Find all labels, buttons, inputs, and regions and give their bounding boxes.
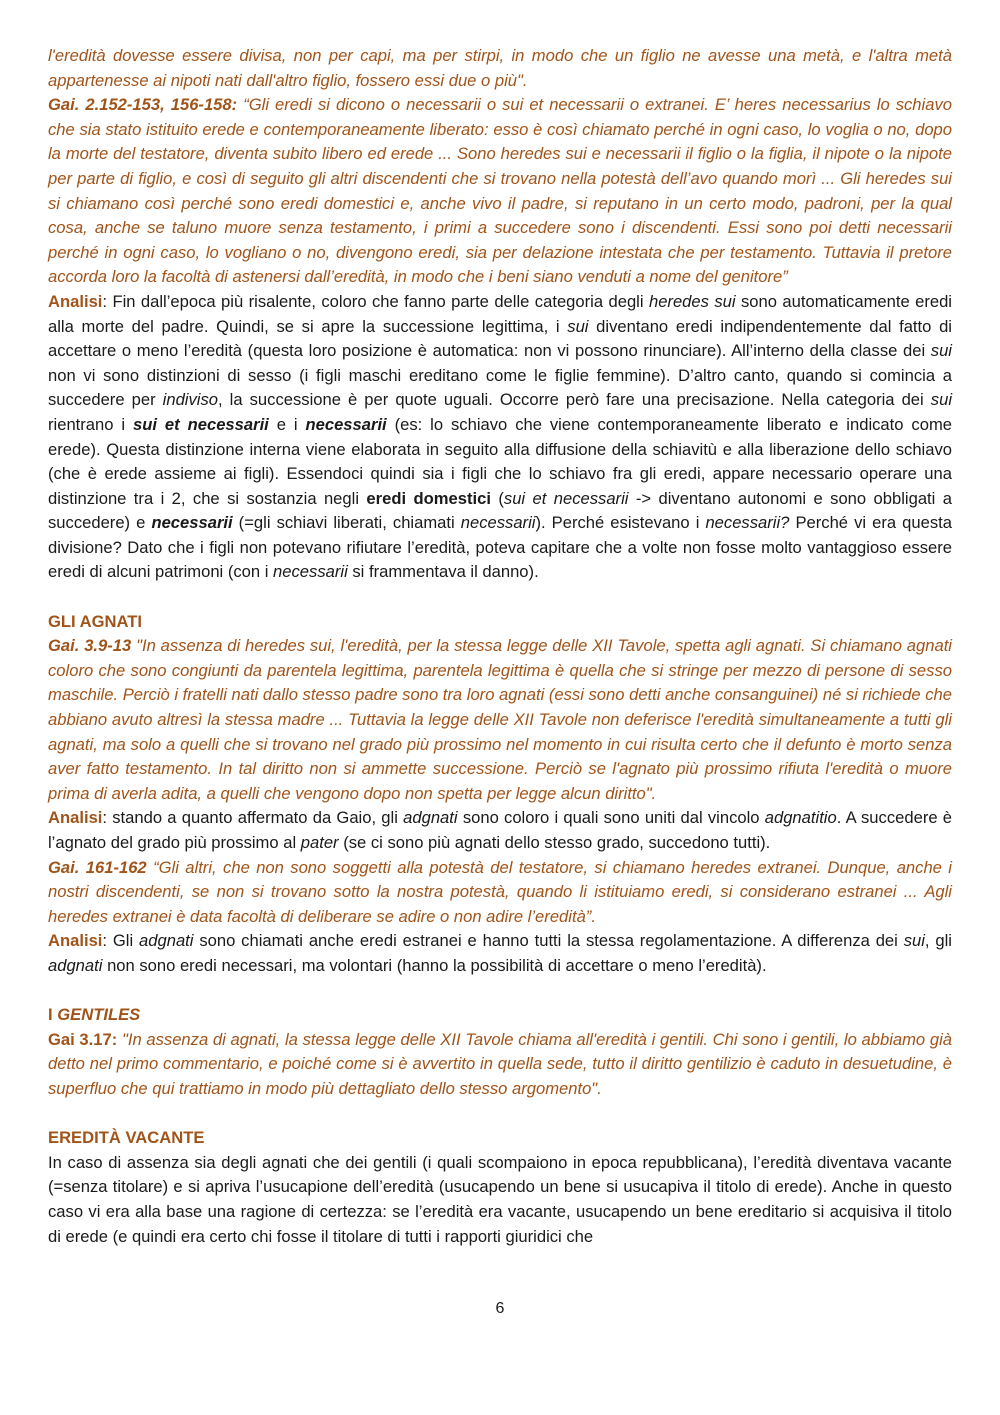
section-heading-vacante: EREDITÀ VACANTE	[48, 1128, 205, 1148]
bold-italic-term: necessarii	[305, 414, 387, 434]
text: ). Perché esistevano i	[535, 513, 706, 533]
text: : Gli	[102, 931, 140, 951]
italic-term: necessarii	[460, 513, 536, 533]
italic-term: sui	[903, 931, 925, 951]
heading-text: I	[48, 1005, 58, 1025]
text: si frammentava il danno).	[347, 562, 539, 582]
text: non vi sono distinzioni di sesso (i figli maschi ereditano come le figlie femmine). D’altro canto, quando si comincia a succedere per	[48, 365, 952, 410]
text: , la successione è per quote uguali. Occorre però fare una precisazione. Nella categoria dei	[218, 390, 931, 410]
text: non sono eredi necessari, ma volontari (hanno la possibilità di accettare o meno l’eredità).	[102, 955, 767, 975]
bold-term: eredi domestici	[366, 488, 491, 508]
paragraph-analisi-adgnati	[48, 806, 952, 855]
italic-term: sui et necessarii	[503, 488, 629, 508]
italic-term: adgnati	[48, 955, 103, 975]
source-reference: Gai. 161-162	[48, 857, 147, 877]
text: sono automaticamente eredi alla morte del padre. Quindi, se si apre la successione legittima, i	[48, 291, 952, 336]
spacer	[48, 585, 952, 610]
source-reference: Gai. 3.9-13	[48, 636, 132, 656]
source-reference: Gai. 2.152-153, 156-158:	[48, 95, 238, 115]
italic-term: sui	[930, 341, 952, 361]
analisi-label: Analisi	[48, 931, 103, 951]
bold-italic-term: necessarii	[151, 513, 233, 533]
spacer	[48, 1102, 952, 1127]
text: diventano eredi indipendentemente dal fatto di accettare o meno l’eredità (questa loro posizione è automatica: non vi possono rinunciare). All’interno della classe dei	[48, 316, 952, 361]
section-heading-agnati: GLI AGNATI	[48, 611, 143, 631]
paragraph-gai-2-152	[48, 93, 952, 290]
text: sono coloro i quali sono uniti dal vincolo	[457, 808, 765, 828]
quote-text: “Gli altri, che non sono soggetti alla potestà del testatore, si chiamano heredes extranei. Dunque, anche i nostri discendenti, se non si trovano sotto la nostra potestà, quando li istituiamo eredi, si considerano estranei ... Agli heredes extranei è data facoltà di deliberare se adire o non adire l’eredità”.	[48, 857, 952, 926]
italic-term: sui	[567, 316, 589, 336]
text: : stando a quanto affermato da Gaio, gli	[102, 808, 404, 828]
analisi-label: Analisi	[48, 291, 103, 311]
quote-text: l'eredità dovesse essere divisa, non per capi, ma per stirpi, in modo che un figlio ne avesse una metà, e l'altra metà appartenesse ai nipoti nati dall'altro figlio, fossero essi due o più".	[48, 46, 952, 90]
paragraph-gai-3-9	[48, 634, 952, 806]
text: rientrano i	[48, 414, 134, 434]
italic-term: adgnati	[403, 808, 458, 828]
paragraph-analisi-sui	[48, 290, 952, 585]
spacer	[48, 979, 952, 1004]
italic-term: indiviso	[162, 390, 218, 410]
text: (se ci sono più agnati dello stesso grado, succedono tutti).	[338, 833, 771, 852]
text: Perché vi era questa divisione? Dato che i figli non potevano rifiutare l’eredità, poteva capitare che a volte non fosse molto vantaggioso essere eredi di alcuni patrimoni (con i	[48, 513, 952, 582]
italic-term: necessarii?	[705, 513, 790, 533]
italic-term: heredes sui	[648, 291, 736, 311]
document-page	[48, 44, 952, 1249]
text: , gli	[924, 931, 952, 951]
text: (es: lo schiavo che viene contemporaneamente liberato e indicato come erede). Questa distinzione interna viene elaborata in seguito alla diffusione della schiavitù e alla liberazione dello schiavo (che è erede assieme ai figli). Essendoci quindi sia i figli che lo schiavo fra gli eredi, appare necessario operare una distinzione tra i 2, che si sostanzia negli	[48, 414, 953, 508]
italic-term: sui	[930, 390, 953, 410]
italic-term: pater	[300, 833, 339, 852]
heading-italic: GENTILES	[57, 1005, 141, 1025]
paragraph-gai-161	[48, 856, 952, 930]
quote-text: "In assenza di heredes sui, l'eredità, per la stessa legge delle XII Tavole, spetta agli agnati. Si chiamano agnati coloro che sono congiunti da parentela legittima, parentela legittima è quella che si stringe per mezzo di persone di sesso maschile. Perciò i fratelli nati dallo stesso padre sono tra loro agnati (essi sono detti anche consanguinei) né si richiede che abbiano avuto altresì la stessa madre ... Tuttavia la legge delle XII Tavole non deferisce l'eredità simultaneamente a tutti gli agnati, ma solo a quelli che si trovano nel grado più prossimo nel momento in cui risulta certo che il defunto è morto senza aver fatto testamento. In tal diritto non si ammette successione. Perciò se l'agnato più prossimo rifiuta l'eredità o muore prima di averla adita, a quelli che vengono dopo non spetta per legge alcun diritto".	[48, 636, 952, 803]
analisi-label: Analisi	[48, 808, 103, 828]
text: . A succedere è l’agnato del grado più prossimo al	[48, 808, 953, 852]
quote-text: “Gli eredi si dicono o necessarii o sui et necessarii o extranei. E’ heres necessarius lo schiavo che sia stato istituito erede e contemporaneamente liberato: esso è così chiamato perché in ogni caso, lo voglia o no, dopo la morte del testatore, diventa subito libero ed erede ... Sono heredes sui e necessarii il figlio o la figlia, il nipote o la nipote per parte di figlio, e così di seguito gli altri discendenti che si trovano nella potestà dell’avo quando morì ... Gli heredes sui si chiamano così perché sono eredi domestici e, anche vivo il padre, si reputano in un certo modo, padroni, per la qual cosa, anche se taluno muore senza testamento, i primi a succedere sono i discendenti. Essi sono poi detti necessarii perché in ogni caso, lo vogliano o no, divengono eredi, sia per delazione intestata che per testamento. Tuttavia il pretore accorda loro la facoltà di astenersi dall’eredità, in modo che i beni siano venduti a nome del genitore”	[48, 95, 952, 287]
text: sono chiamati anche eredi estranei e hanno tutti la stessa regolamentazione. A differenza dei	[193, 931, 904, 951]
source-reference: Gai 3.17:	[48, 1029, 118, 1049]
paragraph-analisi-estranei	[48, 929, 952, 978]
page-number: 6	[495, 1300, 505, 1317]
bold-italic-term: sui et necessarii	[133, 414, 269, 434]
text: e i	[268, 414, 306, 434]
paragraph-gai-3-17	[48, 1028, 952, 1102]
italic-term: necessarii	[273, 562, 348, 582]
text: -> diventano autonomi e sono obbligati a succedere) e	[48, 488, 952, 533]
text: : Fin dall’epoca più risalente, coloro che fanno parte delle categoria degli	[102, 291, 649, 311]
italic-term: adgnati	[139, 931, 194, 951]
paragraph-quote-continuation	[48, 44, 952, 93]
text: (	[490, 488, 504, 508]
section-heading-gentiles	[48, 1003, 952, 1028]
text: (=gli schiavi liberati, chiamati	[232, 513, 461, 533]
quote-text: "In assenza di agnati, la stessa legge delle XII Tavole chiama all'eredità i gentili. Chi sono i gentili, lo abbiamo già detto nel primo commentario, e poiché come si è avvertito in quella sede, tutto il diritto gentilizio è caduto in desuetudine, è superfluo che qui trattiamo in modo più dettagliato dello stesso argomento".	[48, 1029, 952, 1098]
paragraph-vacante: In caso di assenza sia degli agnati che dei gentili (i quali scompaiono in epoca repubblicana), l’eredità diventava vacante (=senza titolare) e si apriva l’usucapione dell’eredità (usucapendo un bene si usucapiva il titolo di erede). Anche in questo caso vi era alla base una ragione di certezza: se l’eredità era vacante, usucapendo un bene ereditario si acquisiva il titolo di erede (e quindi era certo chi fosse il titolare di tutti i rapporti giuridici che	[48, 1152, 952, 1246]
italic-term: adgnatitio	[764, 808, 837, 828]
